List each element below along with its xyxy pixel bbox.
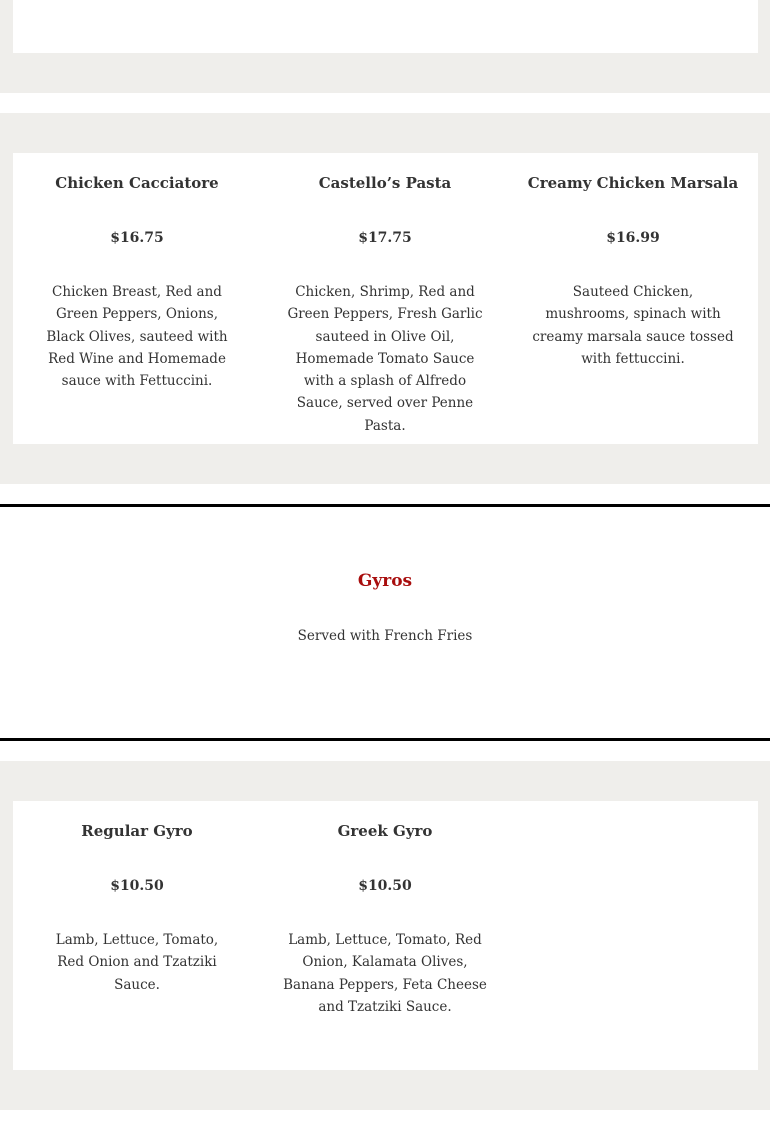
pasta-items-band: [0, 113, 770, 484]
gyros-items-band: [0, 761, 770, 1110]
menu-item-description: Lamb, Lettuce, Tomato, Red Onion, Kalamata Olives, Banana Peppers, Feta Cheese and Tzatziki Sauce.: [283, 932, 487, 1015]
menu-item-description: Chicken, Shrimp, Red and Green Peppers, Fresh Garlic sauteed in Olive Oil, Homemade Tomato Sauce with a splash of Alfredo Sauce, served over Penne Pasta.: [287, 284, 483, 434]
menu-item: [13, 801, 261, 1070]
menu-item: [13, 153, 261, 444]
menu-item-description: Lamb, Lettuce, Tomato, Red Onion and Tzatziki Sauce.: [55, 932, 219, 993]
menu-item-description: Chicken Breast, Red and Green Peppers, Onions, Black Olives, sauteed with Red Wine and Homemade sauce with Fettuccini.: [46, 284, 228, 390]
gyros-items-card: [13, 801, 758, 1070]
menu-item-price: $10.50: [110, 878, 164, 894]
menu-item: [261, 153, 509, 444]
menu-item-description: Sauteed Chicken, mushrooms, spinach with creamy marsala sauce tossed with fettuccini.: [532, 284, 734, 367]
menu-item: [509, 153, 757, 444]
menu-item-price: $17.75: [358, 230, 412, 246]
menu-item-name: Castello’s Pasta: [318, 174, 452, 192]
previous-section-card: [13, 0, 758, 53]
pasta-items-card: [13, 153, 758, 444]
menu-item-price: $10.50: [358, 878, 412, 894]
section-divider-bottom: [0, 738, 770, 741]
section-subtitle: Served with French Fries: [297, 628, 473, 644]
previous-section-band: [0, 0, 770, 93]
menu-item-name: Regular Gyro: [81, 822, 193, 840]
section-divider-top: [0, 504, 770, 507]
menu-item-price: $16.99: [606, 230, 660, 246]
menu-item-name: Greek Gyro: [337, 822, 433, 840]
menu-item-price: $16.75: [110, 230, 164, 246]
menu-item: [261, 801, 509, 1070]
menu-item-name: Chicken Cacciatore: [55, 174, 219, 192]
section-title: Gyros: [357, 571, 413, 591]
menu-item-name: Creamy Chicken Marsala: [527, 174, 739, 192]
